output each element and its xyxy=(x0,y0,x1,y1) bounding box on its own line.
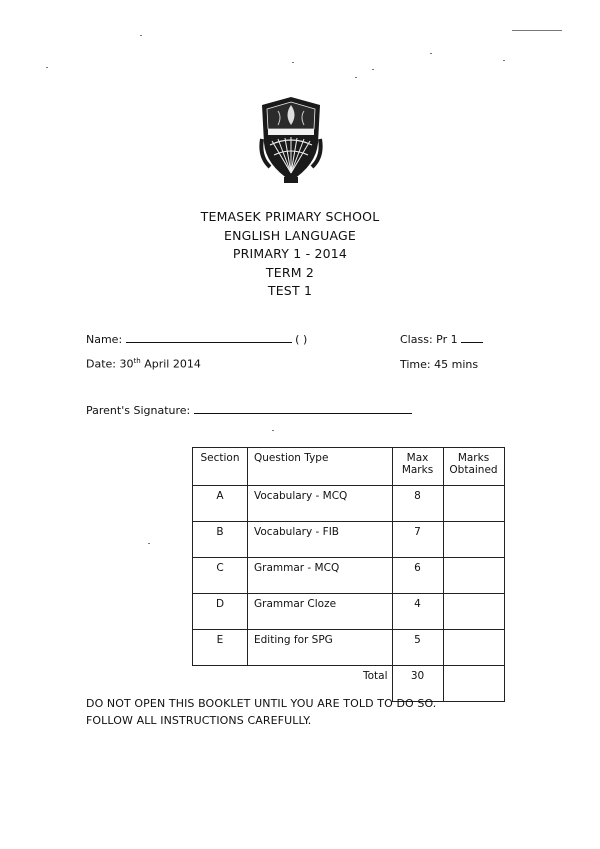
scan-speck xyxy=(292,62,294,63)
test-label: TEST 1 xyxy=(267,283,313,298)
time-field xyxy=(400,358,478,371)
row-section: D xyxy=(193,594,248,630)
parent-signature-label: Parent's Signature: xyxy=(86,404,191,417)
instruction-line-1: DO NOT OPEN THIS BOOKLET UNTIL YOU ARE TOLD TO DO SO. xyxy=(86,697,437,710)
header-max-line1: Max xyxy=(406,452,429,464)
row-marks-obtained[interactable] xyxy=(443,630,504,666)
total-label: Total xyxy=(248,666,393,702)
marks-table xyxy=(192,447,505,702)
row-max-marks: 5 xyxy=(392,630,443,666)
row-section: C xyxy=(193,558,248,594)
parent-signature-line[interactable] xyxy=(194,404,412,414)
header-marks-obtained xyxy=(443,448,504,486)
date-month-year: April 2014 xyxy=(144,357,201,371)
register-number-paren: ( ) xyxy=(295,333,308,346)
row-section: E xyxy=(193,630,248,666)
school-name: TEMASEK PRIMARY SCHOOL xyxy=(200,209,380,224)
table-row xyxy=(193,630,505,666)
table-row xyxy=(193,486,505,522)
table-row xyxy=(193,522,505,558)
name-field xyxy=(86,333,307,346)
total-marks-obtained[interactable] xyxy=(443,666,504,702)
header-max-marks xyxy=(392,448,443,486)
scan-speck xyxy=(148,543,150,544)
row-question-type: Editing for SPG xyxy=(248,630,393,666)
table-header-row xyxy=(193,448,505,486)
scan-speck xyxy=(272,430,274,431)
header-obtained-line1: Marks xyxy=(457,452,490,464)
term-label: TERM 2 xyxy=(265,264,315,280)
row-marks-obtained[interactable] xyxy=(443,522,504,558)
row-section: B xyxy=(193,522,248,558)
name-label: Name: xyxy=(86,333,123,346)
scan-speck xyxy=(140,35,142,36)
date-suffix: th xyxy=(133,357,141,365)
scan-speck xyxy=(355,77,357,78)
row-marks-obtained[interactable] xyxy=(443,486,504,522)
scan-speck xyxy=(46,67,48,68)
date-day: 30 xyxy=(119,357,134,371)
school-crest-logo xyxy=(258,95,324,187)
name-blank-line[interactable] xyxy=(126,333,292,343)
scan-speck xyxy=(430,53,432,54)
subject-name: ENGLISH LANGUAGE xyxy=(224,227,356,243)
header-question-type: Question Type xyxy=(248,448,393,486)
total-max-marks: 30 xyxy=(392,666,443,702)
scan-speck xyxy=(503,60,505,61)
table-row xyxy=(193,594,505,630)
class-blank-line[interactable] xyxy=(461,333,483,343)
row-marks-obtained[interactable] xyxy=(443,558,504,594)
level-year: PRIMARY 1 - 2014 xyxy=(232,246,348,261)
date-field xyxy=(86,357,201,371)
instructions-block xyxy=(86,695,436,729)
header-section: Section xyxy=(193,448,248,486)
row-max-marks: 6 xyxy=(392,558,443,594)
table-row xyxy=(193,558,505,594)
row-section: A xyxy=(193,486,248,522)
row-question-type: Vocabulary - MCQ xyxy=(248,486,393,522)
row-max-marks: 8 xyxy=(392,486,443,522)
time-label: Time: 45 mins xyxy=(400,358,479,371)
row-question-type: Grammar Cloze xyxy=(248,594,393,630)
row-question-type: Grammar - MCQ xyxy=(248,558,393,594)
header-obtained-line2: Obtained xyxy=(449,464,498,476)
instruction-line-2: FOLLOW ALL INSTRUCTIONS CAREFULLY. xyxy=(86,714,312,727)
exam-title-block xyxy=(0,208,580,301)
header-max-line2: Marks xyxy=(401,464,434,476)
parent-signature-field xyxy=(86,404,412,417)
row-max-marks: 7 xyxy=(392,522,443,558)
row-marks-obtained[interactable] xyxy=(443,594,504,630)
row-max-marks: 4 xyxy=(392,594,443,630)
date-label: Date: xyxy=(86,357,116,371)
scan-speck xyxy=(372,69,374,70)
class-label: Class: Pr 1 xyxy=(400,333,458,346)
row-question-type: Vocabulary - FIB xyxy=(248,522,393,558)
class-field xyxy=(400,333,483,346)
scan-speck xyxy=(512,30,562,31)
